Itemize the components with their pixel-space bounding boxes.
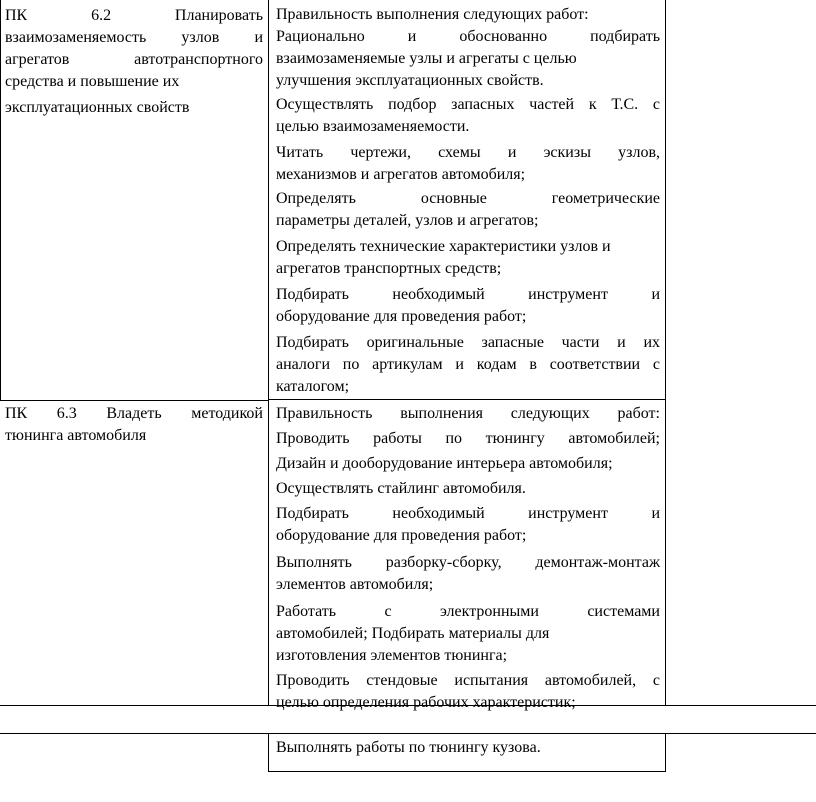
- competence-line: взаимозаменяемость узлов и: [5, 29, 263, 46]
- criteria-line: параметры деталей, узлов и агрегатов;: [276, 212, 539, 229]
- criteria-line: Определять основные геометрические: [276, 190, 660, 207]
- competence-line: ПК 6.3 Владеть методикой: [5, 405, 263, 422]
- criteria-item: [276, 670, 660, 714]
- grid-line: [0, 0, 1, 401]
- criteria-item: [276, 236, 660, 280]
- criteria-item: [276, 737, 660, 759]
- criteria-line: Подбирать необходимый инструмент и: [276, 286, 660, 303]
- competence-line: тюнинга автомобиля: [5, 427, 147, 444]
- criteria-line: оборудование для проведения работ;: [276, 527, 527, 544]
- criteria-line: Проводить работы по тюнингу автомобилей;: [276, 430, 660, 447]
- grid-line: [665, 733, 666, 772]
- criteria-line: Выполнять работы по тюнингу кузова.: [276, 739, 541, 756]
- criteria-line: Проводить стендовые испытания автомобилей, с: [276, 672, 660, 689]
- criteria-item: [276, 4, 660, 92]
- criteria-line: улучшения эксплуатационных свойств.: [276, 72, 544, 89]
- criteria-line: Подбирать оригинальные запасные части и их: [276, 334, 660, 351]
- criteria-item: [276, 188, 660, 232]
- criteria-line: агрегатов транспортных средств;: [276, 260, 502, 277]
- criteria-cell: [276, 403, 660, 714]
- criteria-line: Осуществлять стайлинг автомобиля.: [276, 480, 526, 497]
- criteria-line: Работать с электронными системами: [276, 603, 660, 620]
- criteria-line: Подбирать необходимый инструмент и: [276, 505, 660, 522]
- grid-line: [268, 733, 269, 772]
- criteria-line: целью определения рабочих характеристик;: [276, 694, 576, 711]
- criteria-line: элементов автомобиля;: [276, 576, 434, 593]
- competence-cell: [5, 403, 263, 447]
- criteria-line: Выполнять разборку-сборку, демонтаж-монтаж: [276, 554, 660, 571]
- criteria-line: оборудование для проведения работ;: [276, 308, 527, 325]
- criteria-item: [276, 332, 660, 398]
- competence-line: агрегатов автотранспортного: [5, 51, 263, 68]
- grid-line: [0, 400, 268, 401]
- grid-line: [268, 0, 269, 706]
- criteria-line: Определять технические характеристики узлов и: [276, 238, 611, 255]
- criteria-line: Правильность выполнения следующих работ:: [276, 6, 589, 23]
- criteria-line: Осуществлять подбор запасных частей к Т.С. с: [276, 96, 660, 113]
- criteria-item: [276, 601, 660, 667]
- criteria-line: изготовления элементов тюнинга;: [276, 647, 508, 664]
- criteria-item: [276, 94, 660, 138]
- criteria-line: Дизайн и дооборудование интерьера автомобиля;: [276, 455, 613, 472]
- competence-line: ПК 6.2 Планировать: [5, 7, 263, 24]
- competence-line: средства и повышение их: [5, 73, 180, 90]
- criteria-item: [276, 552, 660, 596]
- competence-line: эксплуатационных свойств: [5, 99, 190, 116]
- criteria-cell: [276, 737, 660, 759]
- criteria-line: Правильность выполнения следующих работ:: [276, 405, 660, 422]
- criteria-line: механизмов и агрегатов автомобиля;: [276, 166, 526, 183]
- criteria-item: [276, 142, 660, 186]
- criteria-line: аналоги по артикулам и кодам в соответствии с: [276, 356, 660, 373]
- criteria-item: [276, 403, 660, 500]
- criteria-line: целью взаимозаменяемости.: [276, 118, 470, 135]
- criteria-item: [276, 503, 660, 547]
- criteria-line: Читать чертежи, схемы и эскизы узлов,: [276, 144, 660, 161]
- grid-line: [268, 771, 665, 772]
- criteria-line: автомобилей; Подбирать материалы для: [276, 625, 550, 642]
- criteria-line: взаимозаменяемые узлы и агрегаты с целью: [276, 50, 577, 67]
- grid-line: [268, 399, 665, 400]
- criteria-cell: [276, 4, 660, 398]
- criteria-line: Рационально и обоснованно подбирать: [276, 28, 660, 45]
- criteria-line: каталогом;: [276, 378, 350, 395]
- criteria-item: [276, 284, 660, 328]
- grid-line: [0, 733, 816, 734]
- competence-cell: [5, 5, 263, 119]
- grid-line: [665, 0, 666, 706]
